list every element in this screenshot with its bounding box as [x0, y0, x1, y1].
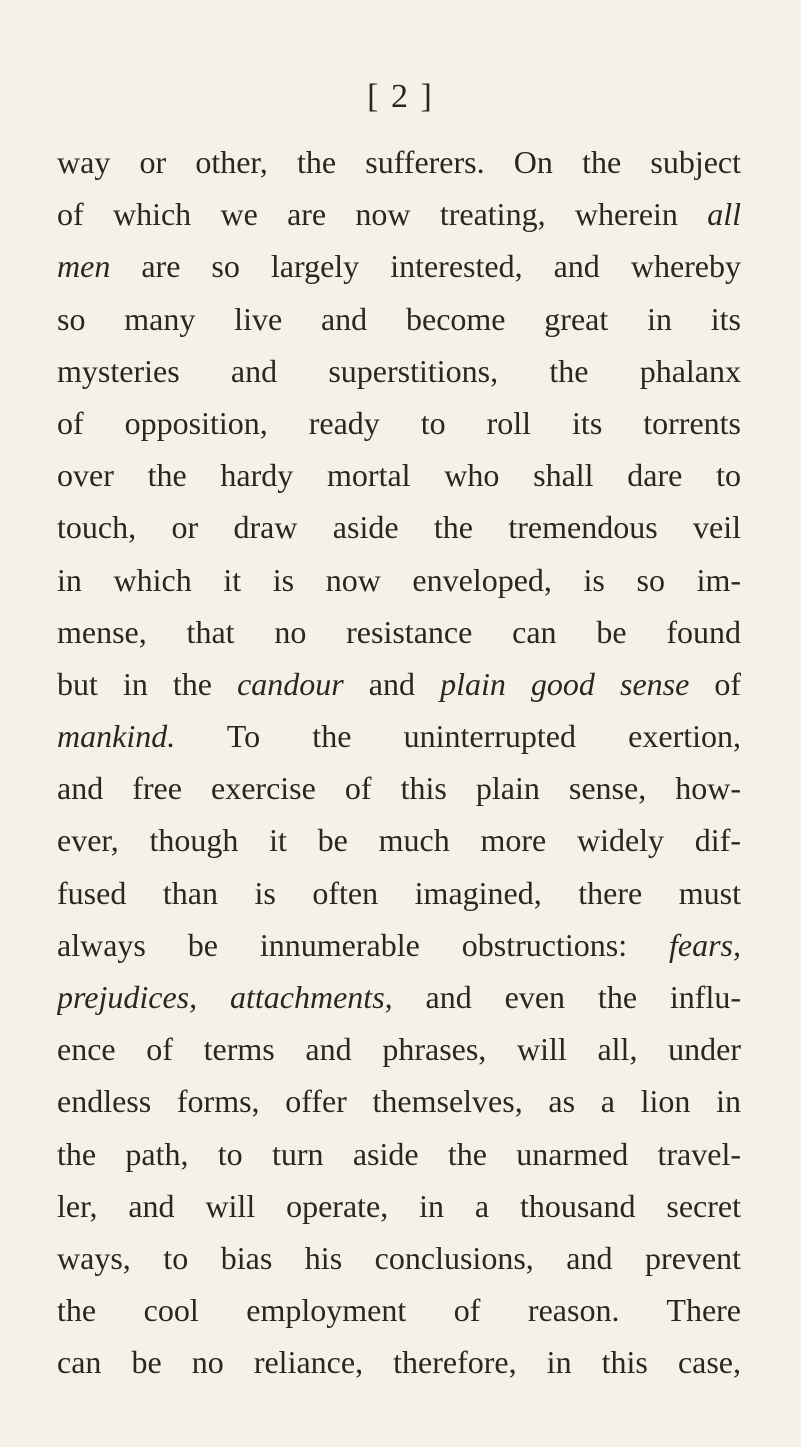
text-segment: and even the influ- — [392, 979, 741, 1015]
text-line — [57, 345, 741, 397]
text-segment: ence of terms and phrases, will all, under — [57, 1031, 741, 1068]
text-line — [57, 762, 741, 814]
text-segment: the path, to turn aside the unarmed travel- — [57, 1135, 741, 1172]
text-segment: fused than is often imagined, there must — [57, 874, 741, 911]
text-segment: are so largely interested, and whereby — [110, 248, 741, 285]
body-text — [57, 136, 741, 1389]
italic-segment: men — [57, 248, 111, 285]
italic-segment: mankind. — [57, 718, 176, 755]
text-segment: mysteries and superstitions, the phalanx — [57, 352, 741, 389]
text-segment: always be innumerable obstructions: — [57, 926, 669, 963]
text-line — [57, 1284, 741, 1336]
italic-segment: candour — [237, 665, 344, 702]
text-line — [57, 1023, 741, 1075]
text-line — [57, 867, 741, 919]
text-line — [57, 449, 741, 501]
text-line — [57, 240, 741, 292]
text-line — [57, 1075, 741, 1127]
text-segment: and free exercise of this plain sense, how- — [57, 770, 741, 807]
text-segment: To the uninterrupted exertion, — [175, 718, 741, 755]
text-line — [57, 136, 741, 188]
text-line — [57, 501, 741, 553]
text-segment: of — [689, 665, 741, 702]
text-segment: endless forms, offer themselves, as a lion in — [57, 1083, 741, 1120]
text-line — [57, 397, 741, 449]
text-segment: and — [343, 665, 441, 702]
text-segment: can be no reliance, therefore, in this case, — [57, 1344, 741, 1381]
text-segment: way or other, the sufferers. On the subject — [57, 144, 741, 180]
text-line — [57, 971, 741, 1023]
italic-segment: fears, — [669, 926, 741, 963]
text-segment: over the hardy mortal who shall dare to — [57, 457, 741, 494]
italic-segment: plain good sense — [440, 665, 690, 702]
text-line — [57, 1128, 741, 1180]
text-segment: in which it is now enveloped, is so im- — [57, 561, 741, 598]
italic-segment: all — [707, 196, 741, 233]
text-segment: the cool employment of reason. There — [57, 1292, 741, 1329]
italic-segment: prejudices, attachments, — [57, 979, 393, 1015]
text-segment: ways, to bias his conclusions, and prevent — [57, 1239, 741, 1276]
text-segment: mense, that no resistance can be found — [57, 613, 741, 650]
text-line — [57, 1232, 741, 1284]
text-segment: touch, or draw aside the tremendous veil — [57, 509, 741, 546]
text-segment: of which we are now treating, wherein — [57, 196, 708, 233]
text-segment: so many live and become great in its — [57, 300, 741, 337]
text-segment: of opposition, ready to roll its torrents — [57, 404, 741, 441]
text-segment: but in the — [57, 665, 238, 702]
text-line — [57, 1336, 741, 1388]
text-line — [57, 919, 741, 971]
page-number: [ 2 ] — [367, 78, 434, 115]
text-segment: ler, and will operate, in a thousand secret — [57, 1187, 741, 1224]
text-line — [57, 554, 741, 606]
text-line — [57, 814, 741, 866]
text-line — [57, 658, 741, 710]
text-line — [57, 710, 741, 762]
text-segment: ever, though it be much more widely dif- — [57, 822, 741, 859]
text-line — [57, 293, 741, 345]
text-line — [57, 1180, 741, 1232]
text-line — [57, 188, 741, 240]
text-line — [57, 606, 741, 658]
